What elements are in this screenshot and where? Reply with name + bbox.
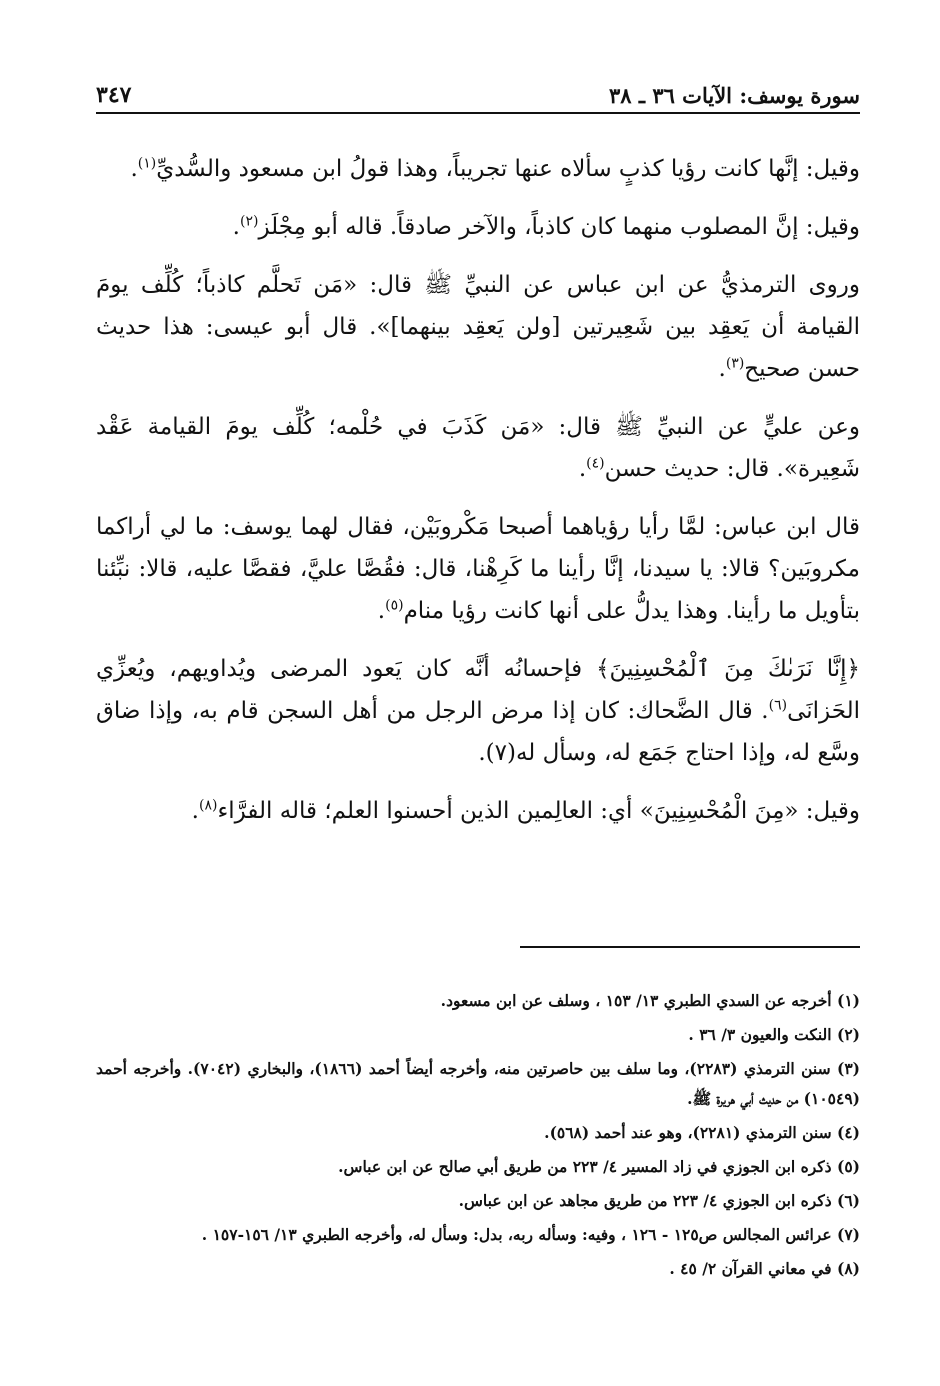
footnote-ref[interactable]: (٦): [768, 697, 788, 714]
main-text: [96, 148, 860, 848]
footnote-8: (٨) في معاني القرآن ٢/ ٤٥ .: [669, 1259, 860, 1278]
footnote-5: (٥) ذكره ابن الجوزي في زاد المسير ٤/ ٢٢٣ من طريق أبي صالح عن ابن عباس.: [338, 1157, 860, 1176]
footnotes: [96, 986, 860, 1288]
paragraph: وقيل: إنَّها كانت رؤيا كذبٍ سألاه عنها تجريباً، وهذا قولُ ابن مسعود والسُّديِّ$^{(١)}$.: [130, 155, 860, 182]
page-header: [96, 70, 860, 114]
paragraph: وروى الترمذيُّ عن ابن عباس عن النبيِّ ﷺ قال: «مَن تَحلَّم كاذباً؛ كُلِّف يومَ القيامة أن يَعقِد بين شَعِيرتين [ولن يَعقِد بينهما]». قال أبو عيسى: هذا حديث حسن صحيح$^{(٣)}$.: [96, 272, 860, 382]
paragraph-quran: ﴿إِنَّا نَرَىٰكَ مِنَ ٱلْمُحْسِنِينَ﴾ فإحسانُه أنَّه كان يَعود المرضى ويُداويهم، ويُعزِّي الحَزانَى$^{(٦)}$. قال الضَّحاك: كان إذا مرض الرجل من أهل السجن قام به، وإذا ضاق وسَّع له، وإذا احتاج جَمَع له، وسأل له(٧).: [96, 656, 860, 766]
paragraph: وقيل: إنَّ المصلوب منهما كان كاذباً، والآخر صادقاً. قاله أبو مِجْلَز$^{(٢)}$.: [232, 213, 860, 240]
footnote-ref[interactable]: (٨): [198, 797, 218, 814]
running-title: سورة يوسف: الآيات ٣٦ ـ ٣٨: [608, 83, 860, 108]
paragraph: قال ابن عباس: لمَّا رأيا رؤياهما أصبحا مَكْروبَيْن، فقال لهما يوسف: ما لي أراكما مكروبَين؟ قالا: يا سيدنا، إنَّا رأينا ما كَرِهْنا، قال: فقُصَّا عليَّ، فقصَّا عليه، قالا: نبِّئنا بتأويل ما رأينا. وهذا يدلُّ على أنها كانت رؤيا منام$^{(٥)}$.: [96, 514, 860, 624]
page-number: ٣٤٧: [96, 82, 132, 108]
footnote-ref[interactable]: (٢): [239, 213, 259, 230]
footnote-ref[interactable]: (٤): [586, 455, 605, 472]
footnote-divider: [520, 946, 860, 948]
footnote-2: (٢) النكت والعيون ٣/ ٣٦ .: [688, 1025, 860, 1044]
paragraph: وعن عليٍّ عن النبيِّ ﷺ قال: «مَن كَذَبَ في حُلْمه؛ كُلِّف يومَ القيامة عَقْد شَعِيرة». قال: حديث حسن$^{(٤)}$.: [96, 414, 860, 482]
footnote-ref[interactable]: (٣): [725, 355, 745, 372]
footnote-6: (٦) ذكره ابن الجوزي ٤/ ٢٢٣ من طريق مجاهد عن ابن عباس.: [458, 1191, 860, 1210]
footnote-ref[interactable]: (١): [137, 155, 157, 172]
footnote-ref[interactable]: (٥): [385, 597, 404, 614]
footnote-7: (٧) عرائس المجالس ص١٢٥ - ١٢٦ ، وفيه: وسأله ربه، بدل: وسأل له، وأخرجه الطبري ١٣/ ١٥٦-١٥٧ .: [201, 1225, 860, 1244]
footnote-4: (٤) سنن الترمذي (٢٢٨١)، وهو عند أحمد (٥٦٨).: [544, 1123, 860, 1142]
paragraph: وقيل: «مِنَ الْمُحْسِنِينَ» أي: العالِمين الذين أحسنوا العلم؛ قاله الفرَّاء$^{(٨)}$.: [191, 797, 860, 824]
footnote-3: (٣) سنن الترمذي (٢٢٨٣)، وما سلف بين حاصرتين منه، وأخرجه أيضاً أحمد (١٨٦٦)، والبخاري (٧٠٤٢). وأخرجه أحمد (١٠٥٤٩) من حديث أبي هريرة ﷺ.: [96, 1059, 861, 1108]
footnote-1: (١) أخرجه عن السدي الطبري ١٣/ ١٥٣ ، وسلف عن ابن مسعود.: [440, 991, 860, 1010]
